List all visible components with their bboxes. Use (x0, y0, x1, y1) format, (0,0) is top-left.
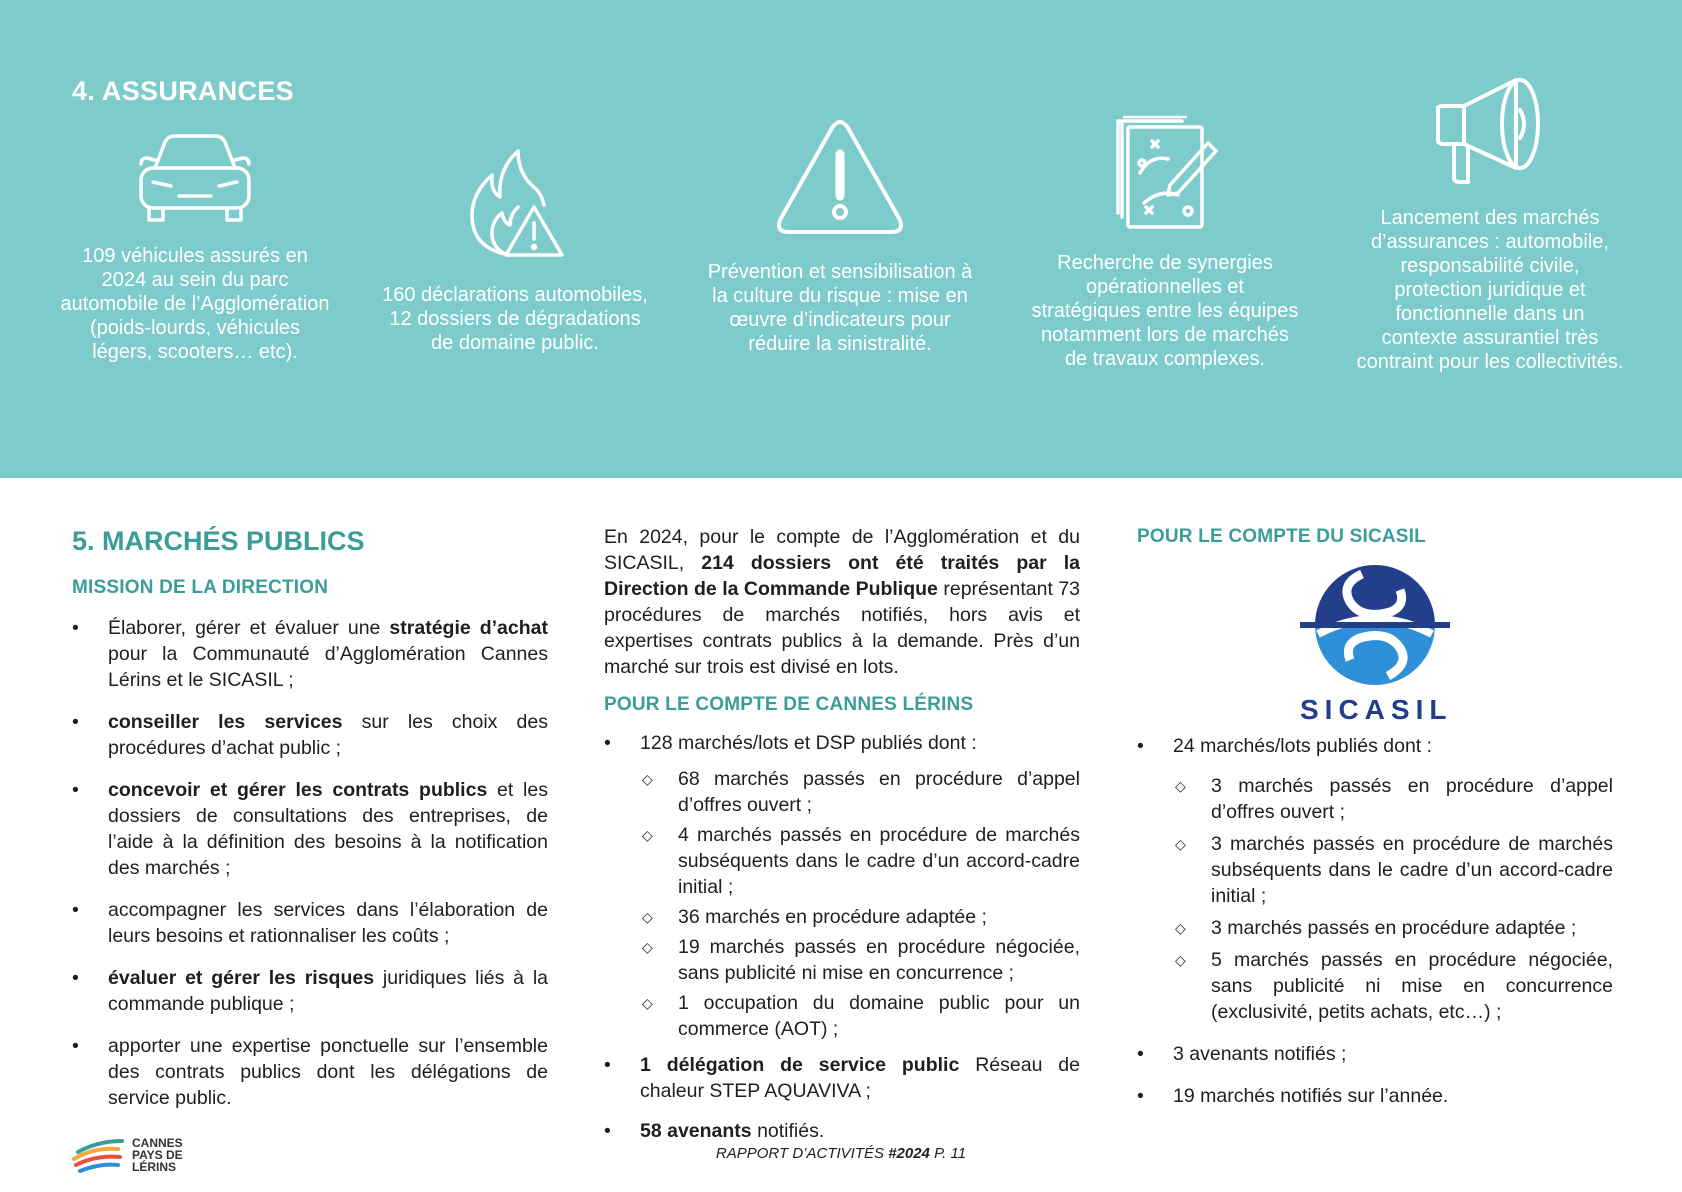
list-item: • 58 avenants notifiés. (604, 1118, 1080, 1144)
feature-prevention (705, 118, 975, 356)
cannes-sublist (640, 766, 1080, 1042)
sicasil-sublist (1173, 773, 1613, 1025)
feature-vehicules-text: 109 véhicules assurés en 2024 au sein du parc automobile de l’Agglomération (poids-lourds, véhicules légers, scooters… etc). (60, 245, 330, 363)
sicasil-list (1137, 733, 1613, 1109)
mission-item: • Élaborer, gérer et évaluer une stratégie d’achat pour la Communauté d’Agglomération Cannes Lérins et le SICASIL ; (72, 615, 548, 693)
feature-declarations-text: 160 déclarations automobiles, 12 dossiers de dégradations de domaine public. (382, 284, 648, 354)
feature-vehicules (60, 130, 330, 364)
assurances-band (0, 0, 1682, 478)
feature-synergies (1030, 115, 1300, 371)
feature-synergies-text: Recherche de synergies opérationnelles et stratégiques entre les équipes notamment lors de marchés de travaux complexes. (1031, 252, 1299, 370)
sicasil-logo-text: SICASIL (1300, 694, 1453, 725)
list-item: • 3 avenants notifiés ; (1137, 1041, 1613, 1067)
list-item: • 24 marchés/lots publiés dont : ◇ 3 marchés passés en procédure d’appel d’offres ouvert ; ◇ 3 marchés passés en procédure de marchés subséquents dans le cadre d’un accord-cadre initial ; ◇ 3 marchés passés en procédure adaptée ; ◇ 5 marchés passés en procédure négociée, sans publicité ni mise en concurrence (exclusivité, petits achats, etc…) ; (1137, 733, 1613, 1025)
feature-declarations (380, 145, 650, 355)
fire-warning-icon (460, 145, 570, 261)
list-item: • 128 marchés/lots et DSP publiés dont : ◇ 68 marchés passés en procédure d’appel d’offres ouvert ; ◇ 4 marchés passés en procédure de marchés subséquents dans le cadre d’un accord-cadre initial ; ◇ 36 marchés en procédure adaptée ; ◇ 19 marchés passés en procédure négociée, sans publicité ni mise en concurrence ; ◇ 1 occupation du domaine public pour un commerce (AOT) ; (604, 730, 1080, 1042)
sicasil-column (1137, 524, 1613, 1109)
mission-item: • évaluer et gérer les risques juridiques liés à la commande publique ; (72, 965, 548, 1017)
mission-subtitle: MISSION DE LA DIRECTION (72, 577, 329, 598)
list-item: • 19 marchés notifiés sur l’année. (1137, 1083, 1613, 1109)
cannes-column (604, 524, 1080, 1144)
mission-item: • conseiller les services sur les choix des procédures d’achat public ; (72, 709, 548, 761)
mission-item: • apporter une expertise ponctuelle sur l’ensemble des contrats publics dont les délégations de service public. (72, 1033, 548, 1111)
sicasil-subtitle: POUR LE COMPTE DU SICASIL (1137, 526, 1426, 547)
sublist-item: ◇ 19 marchés passés en procédure négociée, sans publicité ni mise en concurrence ; (640, 934, 1080, 986)
section-title-marches: 5. MARCHÉS PUBLICS (72, 526, 365, 556)
feature-lancement (1355, 70, 1625, 374)
cannes-subtitle: POUR LE COMPTE DE CANNES LÉRINS (604, 694, 974, 715)
feature-lancement-text: Lancement des marchés d’assurances : automobile, responsabilité civile, protection juridique et fonctionnelle dans un contexte assurantiel très contraint pour les collectivités. (1356, 207, 1624, 373)
mission-list (72, 615, 548, 1111)
sublist-item: ◇ 36 marchés en procédure adaptée ; (640, 904, 1080, 930)
warning-icon (774, 118, 906, 238)
mission-item: • concevoir et gérer les contrats publics et les dossiers de consultations des entreprises, de l’aide à la définition des besoins à la notification des marchés ; (72, 777, 548, 881)
megaphone-icon (1432, 70, 1548, 186)
list-item: • 1 délégation de service public Réseau de chaleur STEP AQUAVIVA ; (604, 1052, 1080, 1104)
sublist-item: ◇ 5 marchés passés en procédure négociée, sans publicité ni mise en concurrence (exclusivité, petits achats, etc…) ; (1173, 947, 1613, 1025)
strategy-document-icon (1110, 115, 1220, 231)
sublist-item: ◇ 3 marchés passés en procédure de marchés subséquents dans le cadre d’un accord-cadre initial ; (1173, 831, 1613, 909)
feature-prevention-text: Prévention et sensibilisation à la culture du risque : mise en œuvre d’indicateurs pour réduire la sinistralité. (707, 261, 973, 355)
car-icon (133, 130, 257, 226)
sublist-item: ◇ 1 occupation du domaine public pour un commerce (AOT) ; (640, 990, 1080, 1042)
sublist-item: ◇ 4 marchés passés en procédure de marchés subséquents dans le cadre d’un accord-cadre initial ; (640, 822, 1080, 900)
sublist-item: ◇ 3 marchés passés en procédure d’appel d’offres ouvert ; (1173, 773, 1613, 825)
sicasil-logo (1300, 564, 1453, 725)
logo-label: CANNES PAYS DE LÉRINS (132, 1136, 183, 1174)
section-title-assurances: 4. ASSURANCES (72, 76, 294, 106)
sicasil-logo-icon (1300, 564, 1450, 686)
sublist-item: ◇ 68 marchés passés en procédure d’appel d’offres ouvert ; (640, 766, 1080, 818)
page-footer: RAPPORT D’ACTIVITÉS #2024 P. 11 (715, 1145, 967, 1162)
intro-paragraph: En 2024, pour le compte de l’Agglomération et du SICASIL, 214 dossiers ont été traités par la Direction de la Commande Publique représentant 73 procédures de marchés notifiés, hors avis et expertises contrats publics à la demande. Près d’un marché sur trois est divisé en lots. (604, 526, 1081, 678)
mission-item: • accompagner les services dans l’élaboration de leurs besoins et rationnaliser les coûts ; (72, 897, 548, 949)
sublist-item: ◇ 3 marchés passés en procédure adaptée ; (1173, 915, 1613, 941)
cannes-list (604, 730, 1080, 1144)
mission-column (72, 575, 548, 1127)
